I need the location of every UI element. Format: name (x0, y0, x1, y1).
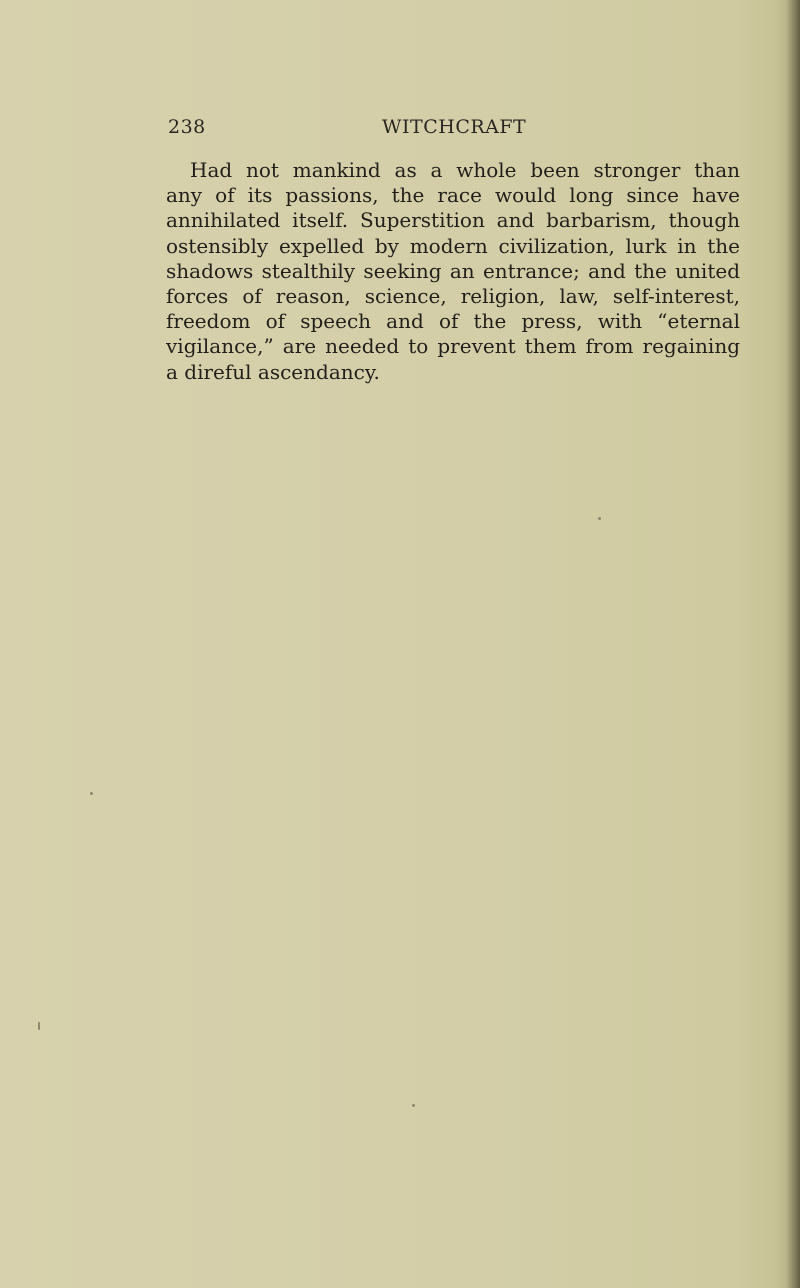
text-line: forces of reason, science, religion, law, self-interest, (166, 284, 740, 309)
page-edge-shadow (786, 0, 800, 1288)
paper-speck (598, 517, 601, 520)
body-paragraph (166, 158, 740, 385)
paper-speck (412, 1104, 415, 1107)
paper-speck (38, 1022, 40, 1030)
text-line: ostensibly expelled by modern civilization, lurk in the (166, 233, 740, 258)
text-line: any of its passions, the race would long since have (166, 183, 740, 208)
text-line: shadows stealthily seeking an entrance; and the united (166, 258, 740, 283)
page-number: 238 (168, 116, 206, 138)
paper-speck (90, 792, 93, 795)
text-line: annihilated itself. Superstition and barbarism, though (166, 208, 740, 233)
text-line: a direful ascendancy. (166, 359, 380, 384)
text-line: freedom of speech and of the press, with “eternal (166, 309, 740, 334)
text-line: Had not mankind as a whole been stronger than (190, 158, 740, 182)
running-head (168, 116, 728, 146)
running-title: WITCHCRAFT (382, 116, 527, 138)
text-line: vigilance,” are needed to prevent them from regaining (166, 334, 740, 359)
